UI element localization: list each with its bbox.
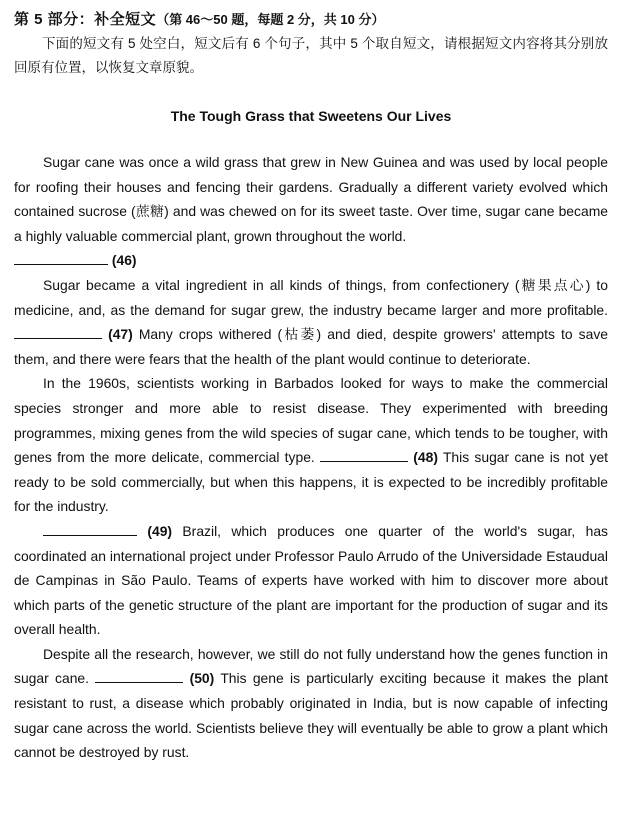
paragraph-1	[14, 150, 608, 248]
paragraph-1-text: Sugar cane was once a wild grass that grew in New Guinea and was used by local people for roofing their houses and fencing their gardens. Gradually a different variety evolved which contained sucrose (蔗糖) and was chewed on for its sweet taste. Over time, sugar cane became a highly valuable commercial plant, grown throughout the world.	[14, 154, 608, 244]
paragraph-2	[14, 273, 608, 371]
blank-46-line	[14, 248, 608, 273]
question-48-label: (48)	[413, 449, 438, 466]
blank-47	[14, 326, 102, 339]
blank-50	[95, 670, 183, 683]
question-46-label: (46)	[111, 252, 137, 269]
paragraph-5	[14, 642, 608, 765]
section-subtitle: （第 46～50 题，每题 2 分，共 10 分）	[156, 12, 385, 27]
blank-46	[14, 252, 108, 265]
section-heading	[14, 8, 608, 32]
paragraph-3b-text: This sugar cane is not yet ready to be sold commercially, but when this happens, it is expected to be incredibly profitable for the industry.	[14, 449, 609, 515]
question-50-label: (50)	[189, 670, 215, 687]
paragraph-3	[14, 371, 608, 519]
paragraph-5a-text: Despite all the research, however, we still do not fully understand how the genes function in sugar cane.	[14, 645, 608, 687]
paragraph-5b-text: This gene is particularly exciting because it makes the plant resistant to rust, a disease which probably originated in India, but is now capable of infecting sugar cane across the world. Scientists believe they will eventually be able to grow a plant which cannot be destroyed by rust.	[14, 670, 609, 761]
paragraph-4	[14, 519, 608, 642]
instructions: 下面的短文有 5 处空白，短文后有 6 个句子，其中 5 个取自短文，请根据短文内容将其分别放回原有位置，以恢复文章原貌。	[14, 36, 608, 75]
document-page	[14, 8, 608, 765]
paragraph-4-text: Brazil, which produces one quarter of the world's sugar, has coordinated an international project under Professor Paulo Arrudo of the Universidade Estaudual de Campinas in São Paulo. Teams of experts have worked with him to discover more about which parts of the genetic structure of the plant are important for the production of sugar and its overall health.	[14, 522, 608, 638]
paragraph-3a-text: In the 1960s, scientists working in Barbados looked for ways to make the commercial species stronger and more able to resist disease. They experimented with breeding programmes, mixing genes from the wild species of sugar cane, which tends to be tougher, with genes from the more delicate, commercial type.	[14, 375, 608, 466]
question-47-label: (47)	[108, 326, 133, 343]
question-49-label: (49)	[147, 522, 173, 539]
paragraph-2a-text: Sugar became a vital ingredient in all kinds of things, from confectionery (糖果点心) to medicine, and, as the demand for sugar grew, the industry became larger and more profitable.	[14, 276, 608, 318]
article-title: The Tough Grass that Sweetens Our Lives	[170, 108, 452, 124]
section-title: 第 5 部分：补全短文	[14, 11, 157, 28]
blank-48	[320, 449, 408, 462]
blank-49	[43, 523, 137, 536]
paragraph-2b-text: Many crops withered (枯萎) and died, despite growers' attempts to save them, and there were fears that the health of the plant would continue to deteriorate.	[14, 326, 609, 367]
